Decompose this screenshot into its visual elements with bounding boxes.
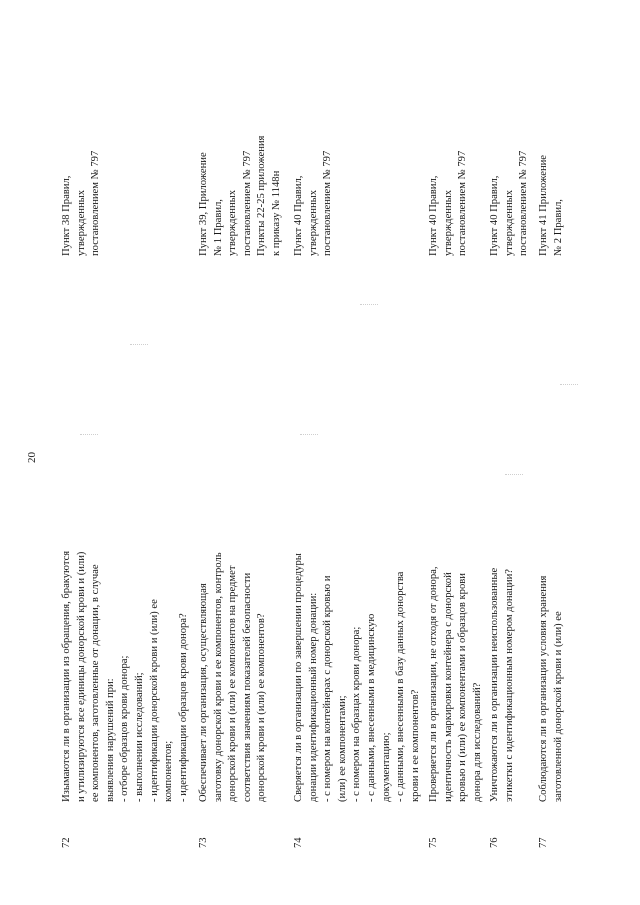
scan-artifact	[300, 433, 318, 435]
row-reference	[488, 16, 532, 256]
reference-line: Пункт 40 Правил,	[428, 175, 439, 256]
reference-line: постановлением № 797	[518, 150, 530, 256]
reference-line: Пункт 41 Приложение	[538, 154, 549, 256]
question-line: кровью и (или) ее компонентами и образцов крови	[457, 573, 469, 802]
reference-line: к приказу № 1148н	[270, 170, 282, 256]
question-line: ее компонентов, заготовленные от донации, в случае	[90, 564, 102, 802]
scan-artifact	[130, 343, 148, 345]
row-question	[537, 472, 566, 802]
reference-line: постановлением № 797	[322, 150, 334, 256]
question-line: Сверяется ли в организации по завершении процедуры	[293, 553, 304, 802]
question-line: - идентификации образцов крови донора?	[177, 613, 189, 802]
question-line: документацию;	[380, 732, 392, 802]
question-line: - с данными, внесенными в медицинскую	[365, 613, 377, 802]
scan-artifact	[360, 303, 378, 305]
row-reference	[60, 16, 104, 256]
row-number: 73	[198, 837, 209, 848]
row-number: 72	[61, 837, 72, 848]
row-reference	[537, 16, 566, 256]
question-line: и утилизируются все единицы донорской крови и (или)	[75, 551, 87, 802]
reference-line: Пункт 40 Правил,	[293, 175, 304, 256]
row-number: 74	[293, 837, 304, 848]
question-line: Соблюдаются ли в организации условия хранения	[538, 575, 549, 802]
reference-line: утвержденных	[503, 189, 515, 256]
reference-line: постановлением № 797	[90, 150, 102, 256]
scan-artifact	[80, 433, 98, 435]
question-line: - с номером на контейнерах с донорской кровью и	[322, 575, 334, 802]
scan-artifact	[505, 473, 523, 475]
question-line: - идентификации донорской крови и (или) ее	[148, 599, 160, 802]
reference-line: постановлением № 797	[241, 150, 253, 256]
reference-line: утвержденных	[442, 189, 454, 256]
row-question	[488, 472, 517, 802]
question-line: заготовленной донорской крови и (или) ее	[552, 611, 564, 802]
question-line: - с данными, внесенными в базу данных донорства	[395, 571, 407, 802]
question-line: Изымаются ли в организации из обращения, бракуются	[61, 550, 72, 802]
question-line: этикетки с идентификационным номером донации?	[503, 569, 515, 802]
reference-line: Пункт 39, Приложение	[198, 152, 209, 256]
row-number: 77	[538, 837, 549, 848]
row-question	[292, 472, 423, 802]
reference-line: Пункт 40 Правил,	[489, 175, 500, 256]
reference-line: постановлением № 797	[457, 150, 469, 256]
question-line: Уничтожаются ли в организации неиспользованные	[489, 567, 500, 802]
reference-line: утвержденных	[227, 189, 239, 256]
reference-line: Пункт 38 Правил,	[61, 175, 72, 256]
question-line: - с номером на образцах крови донора;	[351, 626, 363, 802]
reference-line: № 2 Правил,	[552, 199, 564, 256]
reference-line: утвержденных	[75, 189, 87, 256]
row-number: 75	[428, 837, 439, 848]
question-line: компонентов;	[163, 740, 175, 802]
question-line: донорской крови и (или) ее компонентов?	[256, 613, 268, 802]
row-question	[60, 472, 191, 802]
question-line: выявления нарушений при:	[104, 678, 116, 802]
row-reference	[292, 16, 336, 256]
question-line: соответствия значениям показателей безопасности	[241, 572, 253, 802]
question-line: донора для исследований?	[471, 682, 483, 802]
page-number: 20	[26, 452, 38, 463]
question-line: крови и ее компонентов?	[409, 689, 421, 802]
question-line: - отборе образцов крови донора;	[119, 655, 131, 802]
row-number: 76	[489, 837, 500, 848]
scan-artifact	[560, 383, 578, 385]
question-line: идентичность маркировки контейнера с донорской	[442, 572, 454, 802]
question-line: заготовку донорской крови и ее компонентов, контроль	[212, 552, 224, 802]
question-line: Обеспечивает ли организация, осуществляющая	[198, 583, 209, 802]
row-reference	[197, 16, 285, 256]
row-reference	[427, 16, 471, 256]
question-line: донорской крови и (или) ее компонентов на предмет	[227, 565, 239, 802]
question-line: - выполнении исследований;	[133, 672, 145, 802]
question-line: донации идентификационный номер донации:	[307, 592, 319, 802]
row-question	[197, 472, 270, 802]
reference-line: № 1 Правил,	[212, 199, 224, 256]
question-line: Проверяется ли в организации, не отходя от донора,	[428, 566, 439, 802]
reference-line: Пункты 22-25 приложения	[256, 135, 268, 256]
question-line: (или) ее компонентами;	[336, 695, 348, 802]
reference-line: утвержденных	[307, 189, 319, 256]
row-question	[427, 472, 485, 802]
